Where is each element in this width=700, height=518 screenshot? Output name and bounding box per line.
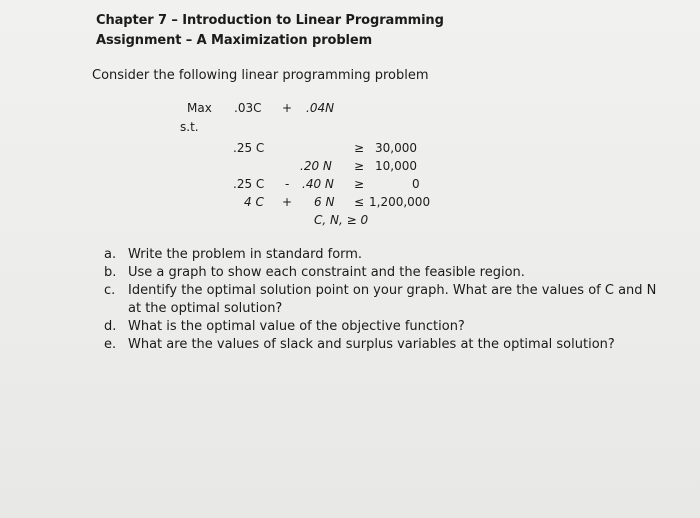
question-text: What is the optimal value of the objective function? <box>128 319 465 334</box>
constraint-n-term: 6 N <box>314 195 335 209</box>
constraint-c-term: 4 C <box>244 195 264 209</box>
question-list <box>104 246 664 354</box>
question-letter: a. <box>104 247 117 262</box>
constraint-c-term: .25 C <box>233 177 265 191</box>
question-letter: c. <box>104 283 116 298</box>
objective-plus: + <box>282 101 293 115</box>
max-label: Max <box>187 101 212 115</box>
constraint-rhs: 1,200,000 <box>369 195 431 209</box>
question-text: Identify the optimal solution point on your graph. What are the values of C and N at the optimal solution? <box>128 283 657 316</box>
constraint-n-term: .40 N <box>302 177 334 191</box>
question-item <box>104 246 664 264</box>
question-text: Write the problem in standard form. <box>128 247 363 262</box>
question-item <box>104 336 664 354</box>
question-text: What are the values of slack and surplus variables at the optimal solution? <box>128 337 615 352</box>
constraint-relation: ≥ <box>354 159 365 173</box>
constraint-n-term: .20 N <box>300 159 332 173</box>
constraint-relation: ≤ <box>354 195 365 209</box>
constraint-operator: - <box>285 177 290 191</box>
question-letter: e. <box>104 337 117 352</box>
question-letter: b. <box>104 265 117 280</box>
nonnegativity-constraint: C, N, ≥ 0 <box>314 213 369 227</box>
constraint-operator: + <box>282 195 293 209</box>
constraint-rhs: 10,000 <box>375 159 417 173</box>
objective-c-term: .03C <box>234 101 262 115</box>
constraint-relation: ≥ <box>354 177 365 191</box>
assignment-title: Assignment – A Maximization problem <box>96 33 373 48</box>
question-text: Use a graph to show each constraint and the feasible region. <box>128 265 525 280</box>
objective-n-term: .04N <box>306 101 335 115</box>
question-letter: d. <box>104 319 117 334</box>
question-item <box>104 282 664 318</box>
constraint-c-term: .25 C <box>233 141 265 155</box>
constraint-relation: ≥ <box>354 141 365 155</box>
question-item <box>104 318 664 336</box>
intro-text: Consider the following linear programming problem <box>92 68 429 83</box>
chapter-title: Chapter 7 – Introduction to Linear Programming <box>96 13 444 28</box>
question-item <box>104 264 664 282</box>
st-label: s.t. <box>180 120 199 134</box>
constraint-rhs: 30,000 <box>375 141 417 155</box>
constraint-rhs: 0 <box>412 177 420 191</box>
